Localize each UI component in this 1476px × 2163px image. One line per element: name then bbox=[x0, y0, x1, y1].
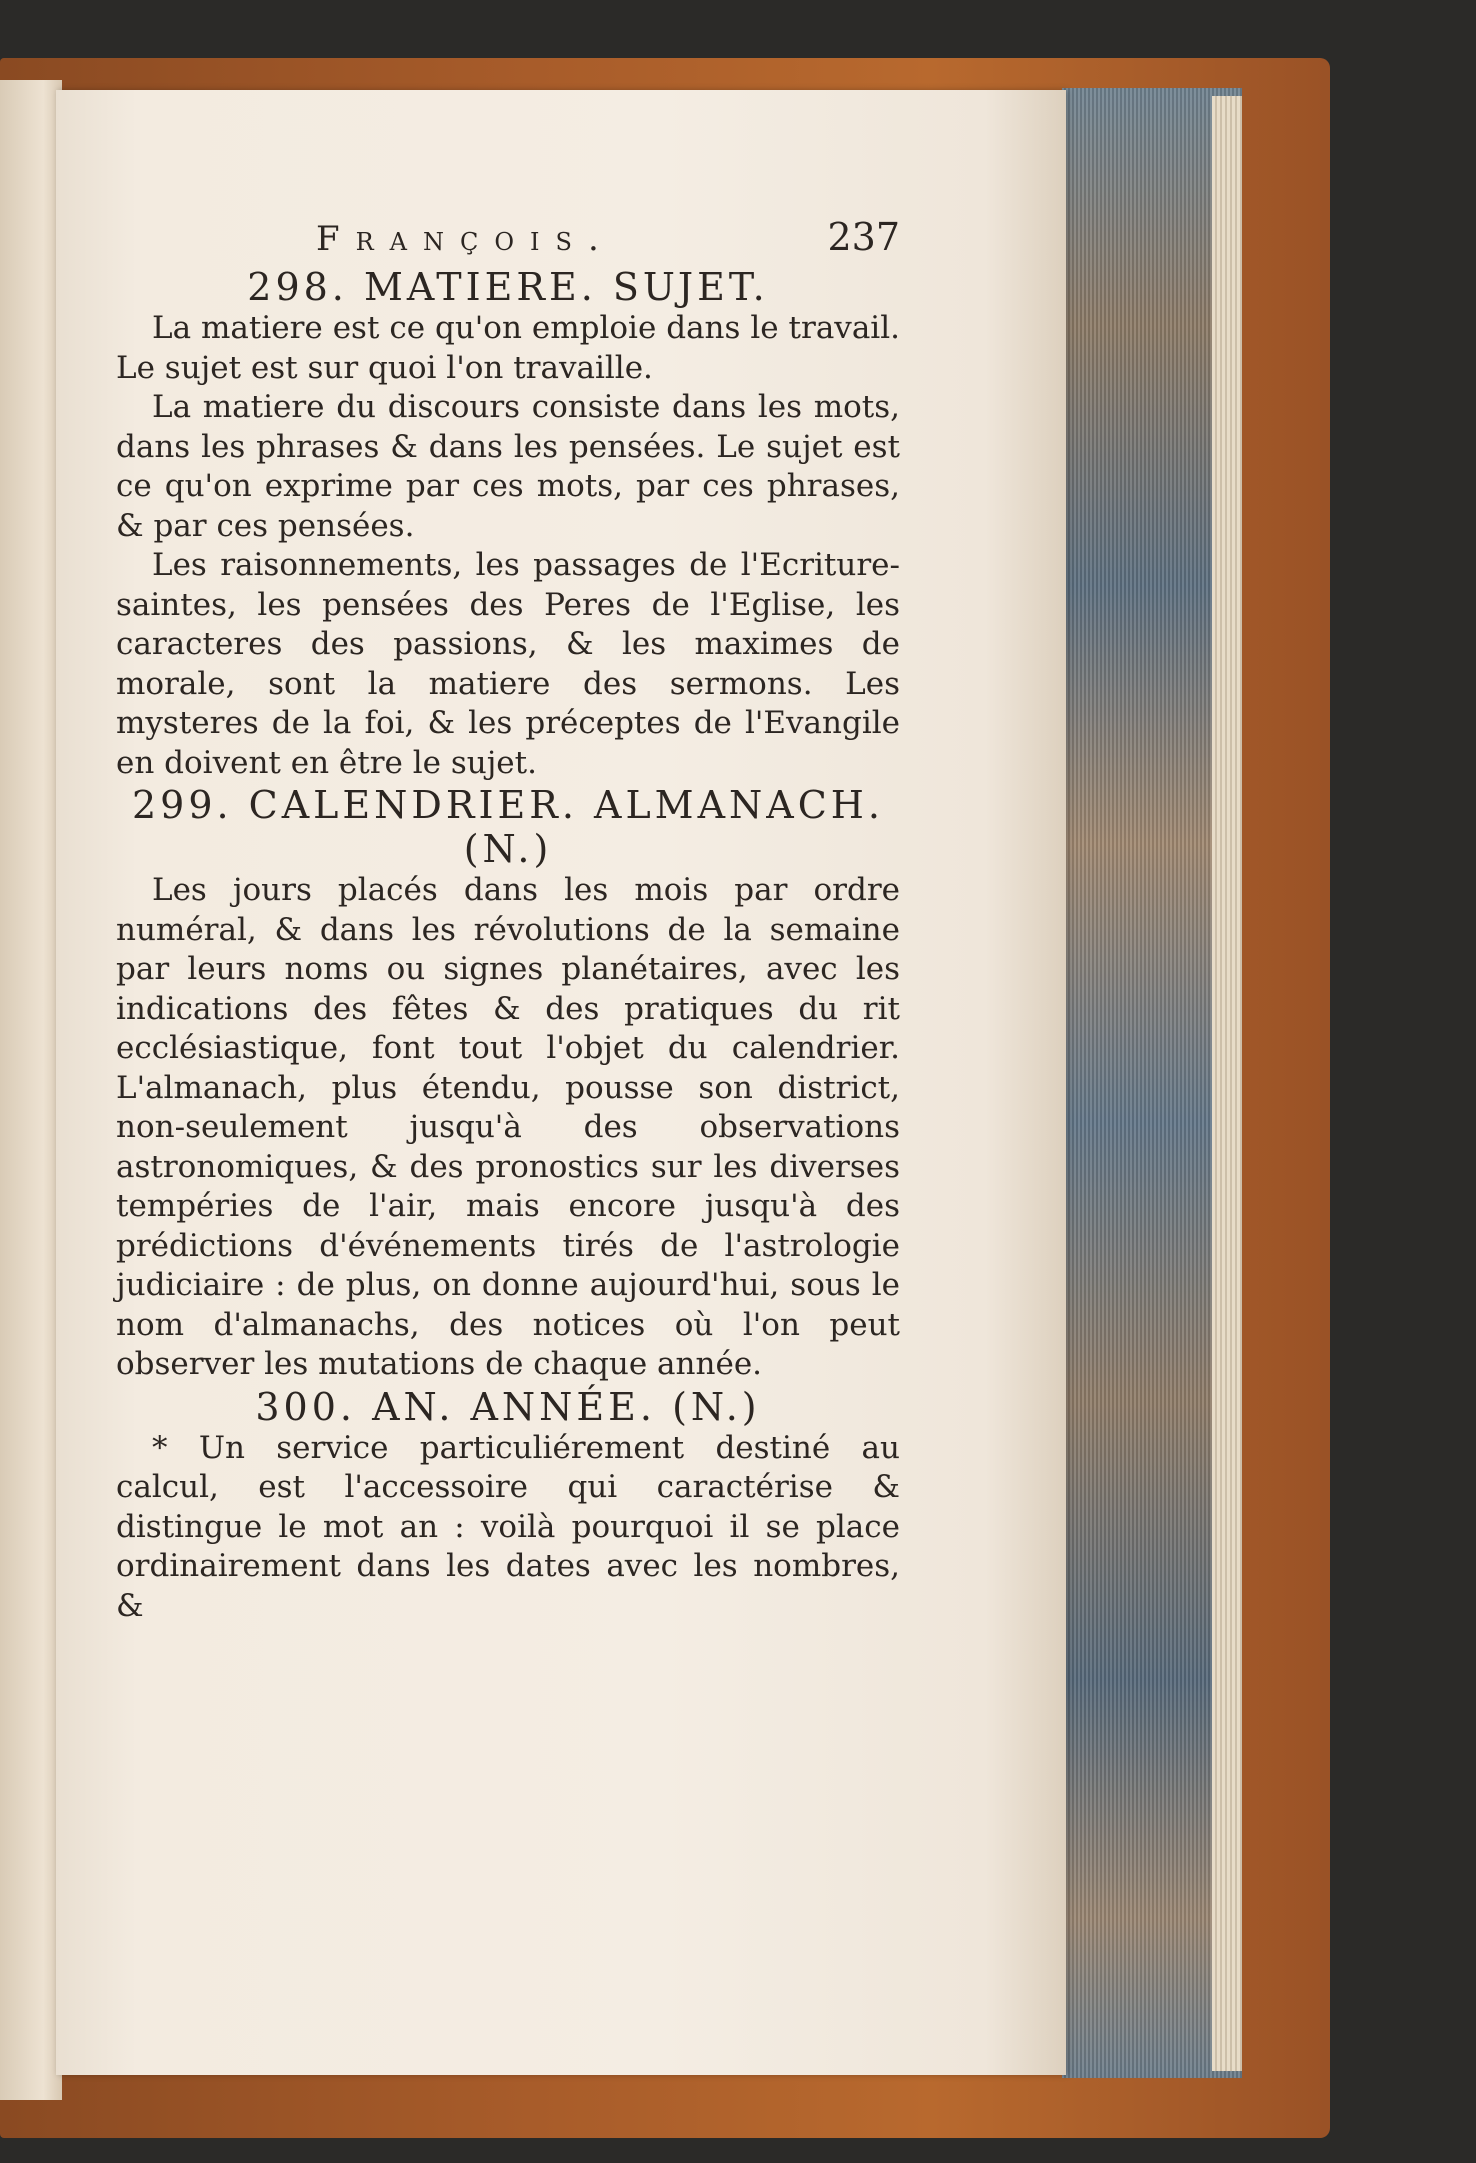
running-title: François. bbox=[316, 219, 615, 259]
section-heading-300: 300. AN. ANNÉE. (N.) bbox=[255, 1384, 761, 1429]
page-text bbox=[116, 215, 900, 1626]
section-heading-299: 299. CALENDRIER. ALMANACH. (N.) bbox=[131, 783, 885, 871]
page-number: 237 bbox=[827, 215, 900, 259]
section-heading-298: 298. MATIERE. SUJET. bbox=[247, 265, 769, 309]
page-block-edge bbox=[1212, 96, 1242, 2071]
paragraph-299-1: Les jours placés dans les mois par ordre numéral, & dans les révolutions de la semaine par leurs noms ou signes planétaires, avec les indications des fêtes & des pratiques du rit ecclésiastique, font tout l'objet du calendrier. L'almanach, plus étendu, pousse son district, non-seulement jusqu'à des observations astronomiques, & des pronostics sur les diverses tempéries de l'air, mais encore jusqu'à des prédictions d'événements tirés de l'astrologie judiciaire : de plus, on donne aujourd'hui, sous le nom d'almanachs, des notices où l'on peut observer les mutations de chaque année. bbox=[116, 872, 900, 1382]
facing-page-edge bbox=[0, 80, 62, 2100]
paragraph-298-2: La matiere du discours consiste dans les mots, dans les phrases & dans les pensées. Le sujet est ce qu'on exprime par ces mots, par ces phrases, & par ces pensées. bbox=[116, 389, 900, 544]
paragraph-298-1: La matiere est ce qu'on emploie dans le travail. Le sujet est sur quoi l'on travaille. bbox=[116, 310, 900, 386]
running-head bbox=[116, 215, 900, 265]
paragraph-298-3: Les raisonnements, les passages de l'Ecriture-saintes, les pensées des Peres de l'Eglise, les caracteres des passions, & les maximes de morale, sont la matiere des sermons. Les mysteres de la foi, & les préceptes de l'Evangile en doivent en être le sujet. bbox=[116, 547, 900, 781]
paragraph-300-1: * Un service particuliérement destiné au calcul, est l'accessoire qui caractérise & distingue le mot an : voilà pourquoi il se place ordinairement dans les dates avec les nombres, & bbox=[116, 1429, 900, 1624]
